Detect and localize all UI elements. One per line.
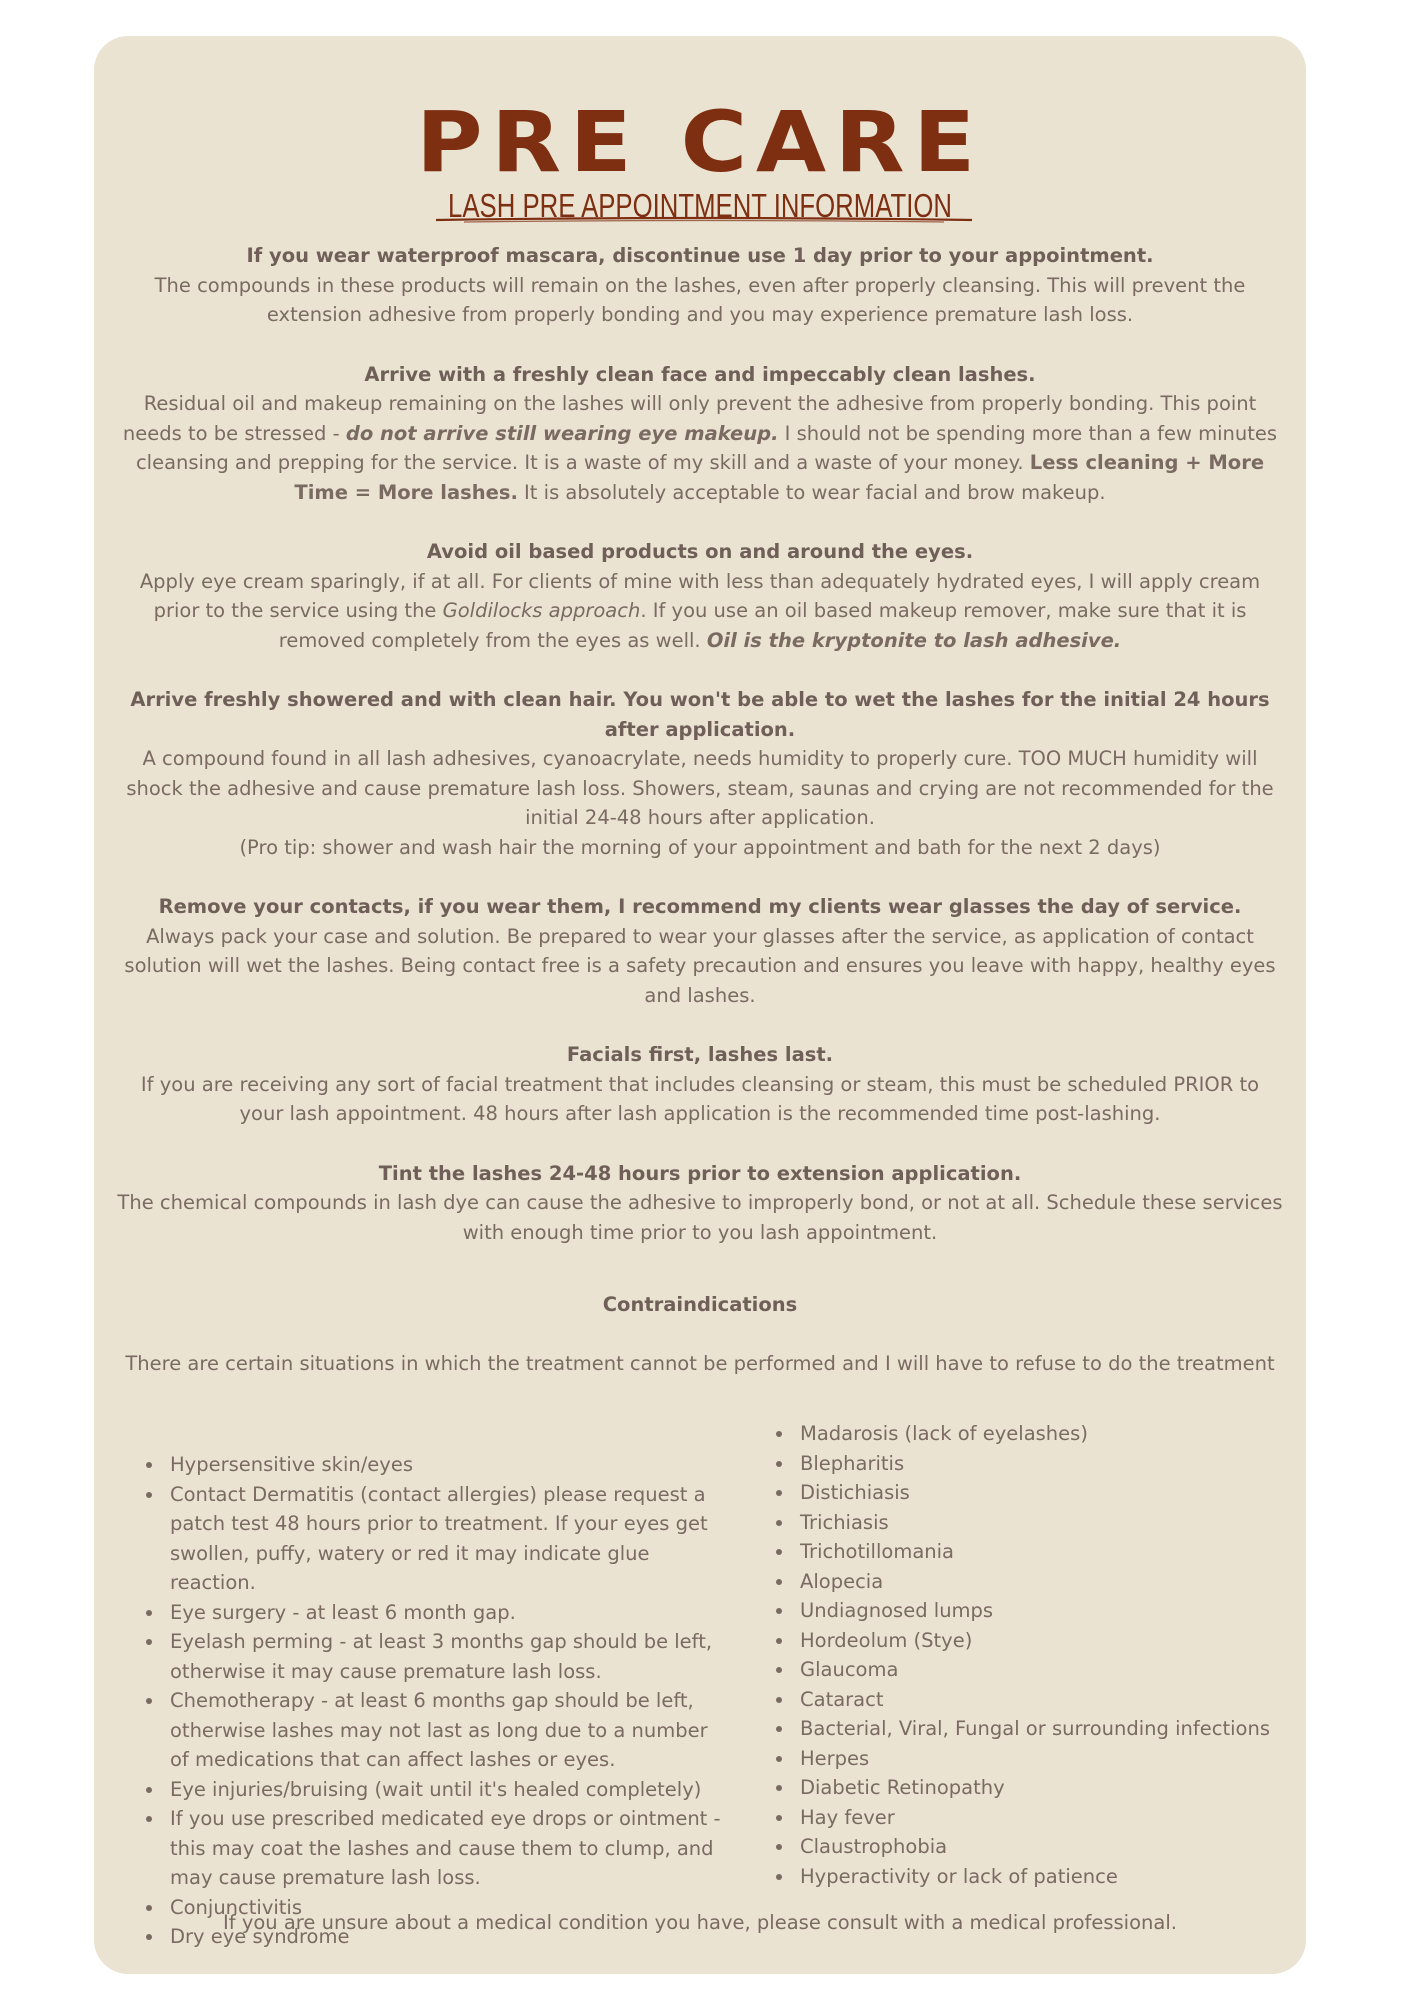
instructions xyxy=(116,241,1284,1277)
section-heading: Remove your contacts, if you wear them, I recommend my clients wear glasses the day of service. xyxy=(158,895,1242,918)
section-oil xyxy=(116,537,1284,655)
list-item: Conjunctivitis xyxy=(170,1893,730,1923)
list-item: Trichiasis xyxy=(800,1508,1340,1538)
section-body xyxy=(116,389,1284,507)
body-text: . If you use an oil based makeup remover, make sure that it is removed completely from the eyes as well. xyxy=(278,599,1247,652)
list-item: Eye surgery - at least 6 month gap. xyxy=(170,1598,730,1628)
list-item: Madarosis (lack of eyelashes) xyxy=(800,1419,1340,1449)
section-body: A compound found in all lash adhesives, cyanoacrylate, needs humidity to properly cure. TOO MUCH humidity will shock the adhesive and cause premature lash loss. Showers, steam, saunas and crying are not recommended for the initial 24-48 hours after application. xyxy=(126,747,1274,829)
section-shower xyxy=(116,685,1284,862)
brush-underline-icon xyxy=(434,216,974,224)
list-item: Cataract xyxy=(800,1685,1340,1715)
list-item: If you use prescribed medicated eye drops or ointment - this may coat the lashes and cause them to clump, and may cause premature lash loss. xyxy=(170,1804,730,1893)
list-item: Herpes xyxy=(800,1744,1340,1774)
contraindications-intro: There are certain situations in which the treatment cannot be performed and I will have to refuse to do the treatment xyxy=(125,1352,1275,1375)
list-item: Glaucoma xyxy=(800,1655,1340,1685)
page-subtitle: LASH PRE APPOINTMENT INFORMATION xyxy=(448,187,952,224)
list-item: Bacterial, Viral, Fungal or surrounding infections xyxy=(800,1714,1340,1744)
list-item: Blepharitis xyxy=(800,1449,1340,1479)
list-item: Diabetic Retinopathy xyxy=(800,1773,1340,1803)
emphasis-text: Oil is the kryptonite to lash adhesive. xyxy=(706,628,1122,652)
list-item: Dry eye syndrome xyxy=(170,1922,730,1952)
section-heading: Tint the lashes 24-48 hours prior to extension application. xyxy=(378,1161,1022,1185)
section-heading: Facials first, lashes last. xyxy=(566,1043,834,1066)
emphasis-text: Less cleaning + More Time = More lashes. xyxy=(294,451,1265,504)
list-item: Hypersensitive skin/eyes xyxy=(170,1450,730,1480)
body-text: Apply eye cream sparingly, if at all. For clients of mine with less than adequately hydrated eyes, I will apply cream prior to the service using the xyxy=(139,569,1261,622)
footer-note: If you are unsure about a medical condition you have, please consult with a medical professional. xyxy=(223,1911,1177,1934)
list-item: Undiagnosed lumps xyxy=(800,1596,1340,1626)
pro-tip: (Pro tip: shower and wash hair the morning of your appointment and bath for the next 2 days) xyxy=(239,835,1161,859)
list-item: Hyperactivity or lack of patience xyxy=(800,1862,1340,1892)
section-heading: Arrive freshly showered and with clean hair. You won't be able to wet the lashes for the initial 24 hours after application. xyxy=(130,688,1270,741)
list-item: Eye injuries/bruising (wait until it's healed completely) xyxy=(170,1775,730,1805)
list-item: Chemotherapy - at least 6 months gap should be left, otherwise lashes may not last as long due to a number of medications that can affect lashes or eyes. xyxy=(170,1686,730,1775)
emphasis-text: Goldilocks approach xyxy=(442,599,641,622)
section-heading: If you wear waterproof mascara, discontinue use 1 day prior to your appointment. xyxy=(246,244,1154,267)
list-item: Trichotillomania xyxy=(800,1537,1340,1567)
section-tint xyxy=(116,1159,1284,1248)
section-heading: Arrive with a freshly clean face and impeccably clean lashes. xyxy=(364,362,1036,386)
contraindications-list-right xyxy=(766,1419,1340,1891)
list-item: Contact Dermatitis (contact allergies) please request a patch test 48 hours prior to treatment. If your eyes get swollen, puffy, watery or red it may indicate glue reaction. xyxy=(170,1480,730,1598)
section-body: If you are receiving any sort of facial treatment that includes cleansing or steam, this must be scheduled PRIOR to your lash appointment. 48 hours after lash application is the recommended time post-lashing. xyxy=(140,1072,1260,1125)
body-text: Residual oil and makeup remaining on the lashes will only prevent the adhesive from properly bonding. This point needs to be stressed - xyxy=(122,392,1257,445)
list-item: Hordeolum (Stye) xyxy=(800,1626,1340,1656)
section-body: The chemical compounds in lash dye can cause the adhesive to improperly bond, or not at all. Schedule these services with enough time prior to you lash appointment. xyxy=(117,1191,1283,1244)
body-text: It is absolutely acceptable to wear facial and brow makeup. xyxy=(517,480,1106,504)
contraindications-list-left xyxy=(136,1450,730,1952)
list-item: Distichiasis xyxy=(800,1478,1340,1508)
list-item: Hay fever xyxy=(800,1803,1340,1833)
page-title: PRE CARE xyxy=(416,93,984,191)
list-item: Alopecia xyxy=(800,1567,1340,1597)
section-clean-face xyxy=(116,360,1284,508)
body-text: I should not be spending more than a few minutes cleansing and prepping for the service. It is a waste of my skill and a waste of your money. xyxy=(135,421,1278,474)
section-contacts xyxy=(116,892,1284,1010)
section-body: Always pack your case and solution. Be prepared to wear your glasses after the service, as application of contact solution will wet the lashes. Being contact free is a safety precaution and ensures you leave with happy, healthy eyes and lashes. xyxy=(124,924,1276,1007)
info-card xyxy=(94,36,1306,1974)
emphasis-text: do not arrive still wearing eye makeup. xyxy=(345,421,779,445)
section-body xyxy=(116,567,1284,656)
section-facials xyxy=(116,1040,1284,1129)
contraindications-title: Contraindications xyxy=(602,1293,798,1316)
header xyxy=(94,93,1306,224)
list-item: Claustrophobia xyxy=(800,1832,1340,1862)
section-heading: Avoid oil based products on and around the eyes. xyxy=(426,540,974,563)
section-mascara xyxy=(116,241,1284,330)
list-item: Eyelash perming - at least 3 months gap should be left, otherwise it may cause premature lash loss. xyxy=(170,1627,730,1686)
section-body: The compounds in these products will remain on the lashes, even after properly cleansing. This will prevent the extension adhesive from properly bonding and you may experience premature lash loss. xyxy=(154,273,1246,326)
